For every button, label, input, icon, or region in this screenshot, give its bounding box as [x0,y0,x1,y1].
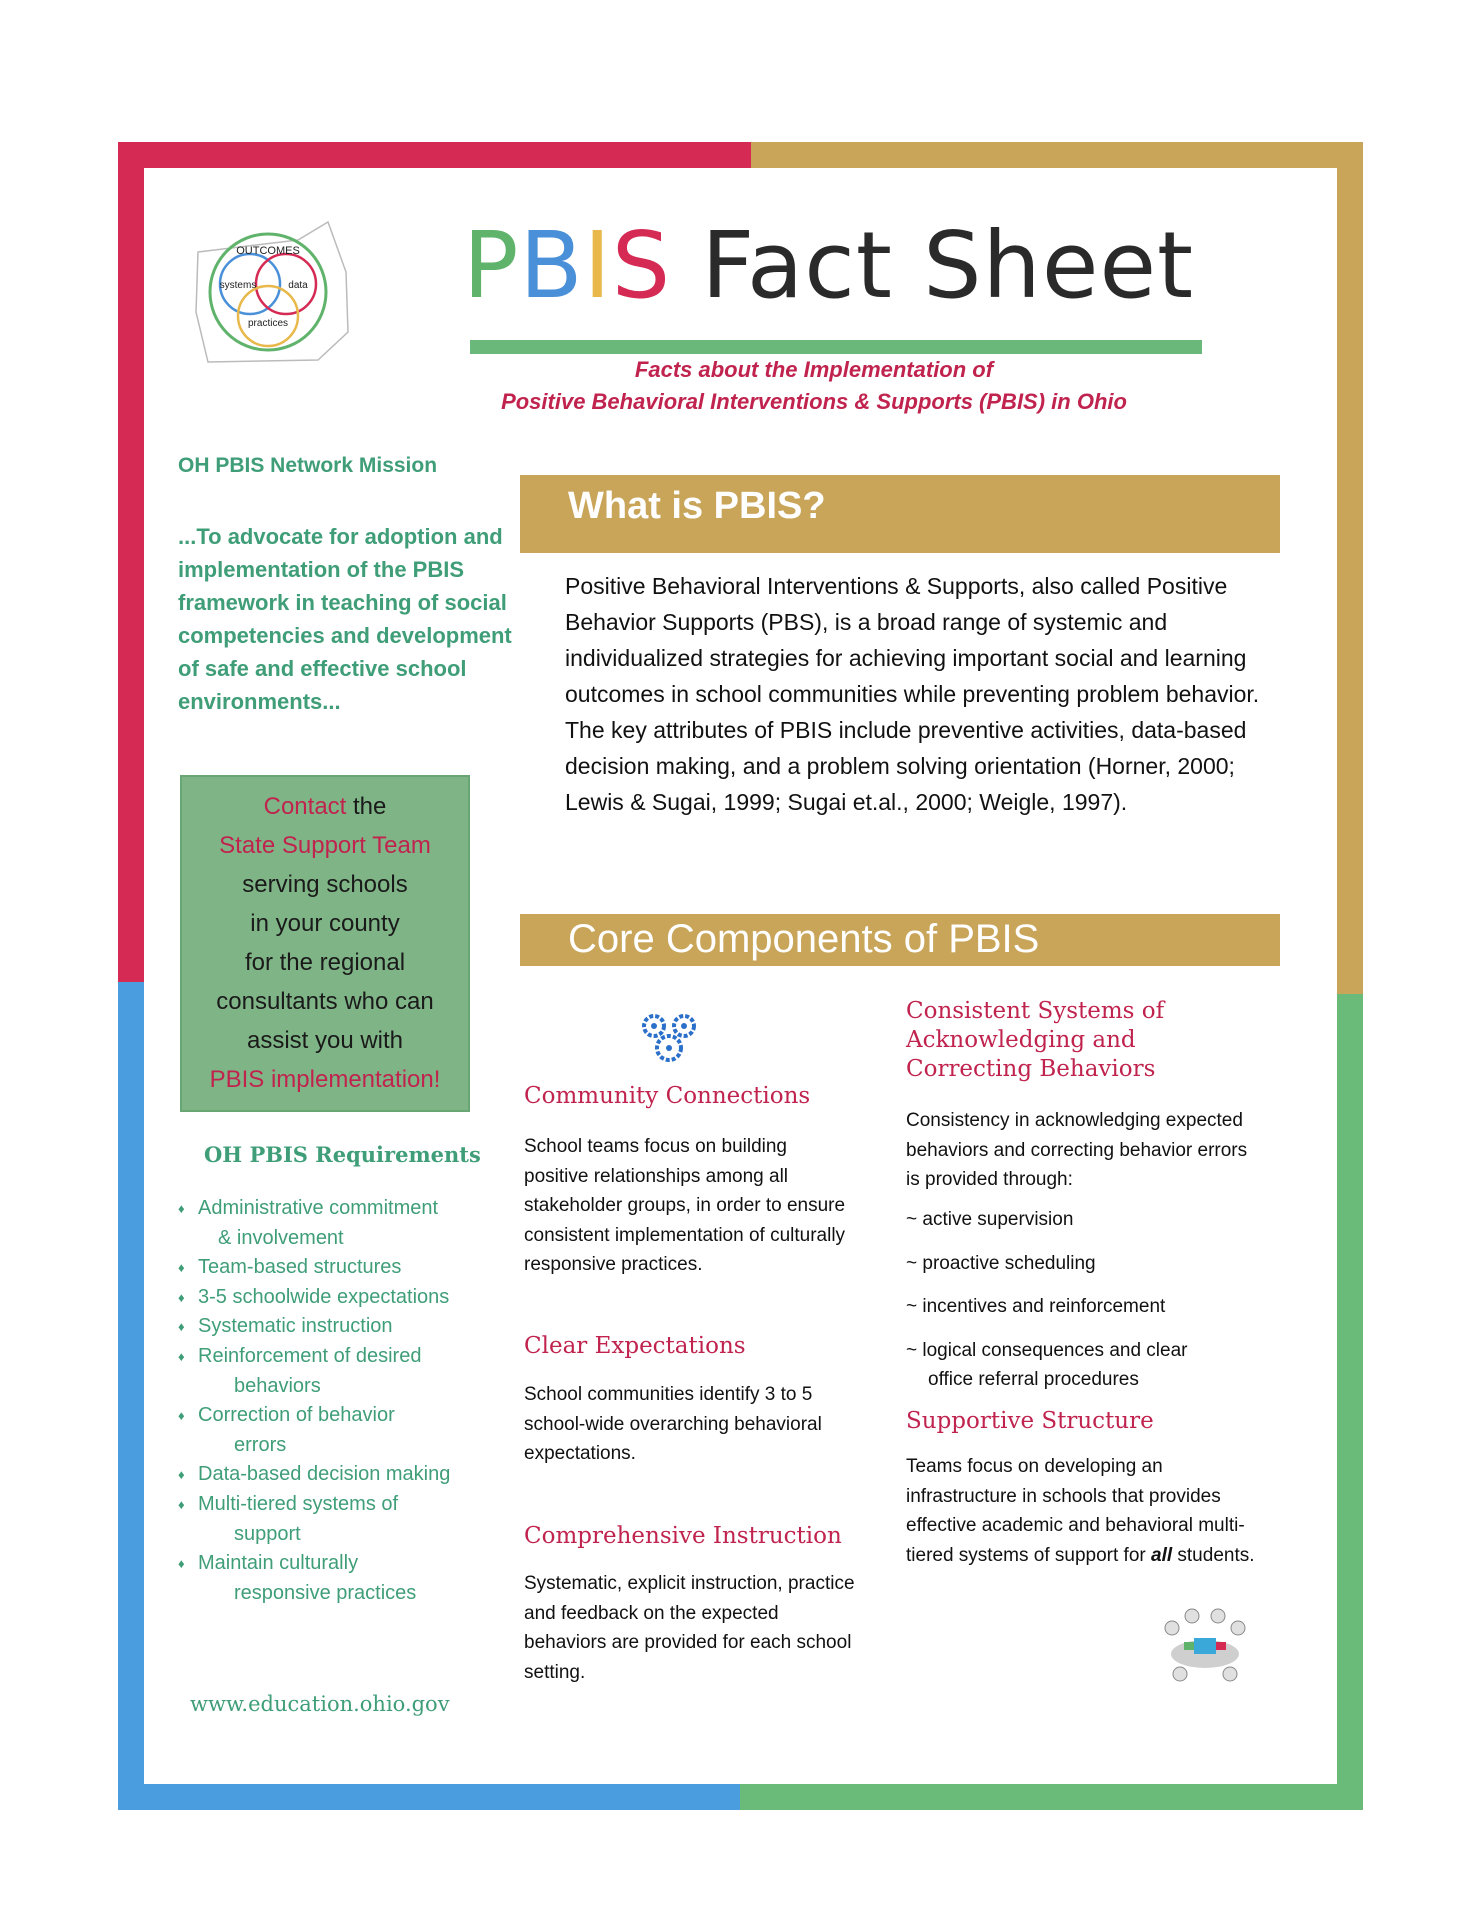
subtitle-line-1: Facts about the Implementation of [634,357,994,382]
req-text: Correction of behavior [198,1404,395,1427]
comprehensive-instruction-text: Systematic, explicit instruction, practice and feedback on the expected behaviors are provided for each school setting. [524,1573,855,1683]
req-text: Reinforcement of desired [198,1344,422,1367]
contact-line-5: for the regional [244,949,406,976]
title-letter-s: S [611,212,672,319]
item-text: ~ active supervision [906,1209,1074,1230]
supportive-text-b: students. [1172,1544,1255,1566]
list-item [906,1205,1266,1234]
list-item [178,1460,538,1490]
border-left-blue [118,982,144,1810]
contact-line-7: assist you with [246,1027,404,1054]
req-text-cont: errors [234,1433,287,1456]
supportive-structure-text [906,1452,1266,1570]
consistent-systems-heading: Consistent Systems of Acknowledging and Correcting Behaviors [906,998,1165,1082]
contact-box [180,775,470,1112]
gears-icon [638,1010,702,1064]
contact-line-3: serving schools [242,871,408,898]
contact-word: Contact [263,793,347,820]
requirements-heading: OH PBIS Requirements [204,1142,481,1167]
team-meeting-icon [1156,1602,1254,1688]
website-link[interactable]: www.education.ohio.gov [190,1692,450,1716]
title-letter-b: B [519,212,584,319]
item-text: ~ logical consequences and clear [906,1339,1188,1361]
contact-sst: State Support Team [219,832,431,859]
community-connections-heading: Community Connections [524,1083,811,1109]
list-item [178,1342,538,1401]
clear-expectations-text: School communities identify 3 to 5 school-wide overarching behavioral expectations. [524,1384,822,1464]
logo-label-systems: systems [219,280,257,291]
core-components-heading: Core Components of PBIS [520,914,1280,966]
clear-expectations-heading: Clear Expectations [524,1333,746,1359]
consistent-systems-text: Consistency in acknowledging expected behaviors and correcting behavior errors is provided through: [906,1110,1248,1190]
community-connections-text: School teams focus on building positive relationships among all stakeholder groups, in order to ensure consistent implementation of culturally responsive practices. [524,1136,846,1275]
what-is-pbis-heading: What is PBIS? [520,475,1280,553]
border-top-red [118,142,751,168]
mission-heading: OH PBIS Network Mission [178,454,438,477]
req-text: Systematic instruction [198,1315,393,1338]
border-right-gold [1337,142,1363,994]
contact-line-6: consultants who can [216,988,434,1015]
supportive-structure-heading: Supportive Structure [906,1408,1154,1434]
contact-line-4: in your county [250,910,400,937]
contact-the: the [346,793,387,820]
title-rest: Fact Sheet [671,212,1195,319]
list-item [906,1292,1266,1321]
list-item [178,1490,538,1549]
item-text: ~ incentives and reinforcement [906,1296,1166,1317]
requirements-list [178,1194,538,1608]
subtitle [368,354,1260,418]
logo-label-data: data [288,280,308,291]
list-item [906,1336,1266,1394]
border-top-gold [751,142,1363,168]
pbis-venn-logo [178,212,358,372]
border-left-red [118,142,144,982]
border-bottom-blue [118,1784,740,1810]
contact-pbis-implementation: PBIS implementation! [209,1066,441,1093]
item-text-cont: office referral procedures [928,1368,1139,1390]
page-title [463,212,1273,319]
list-item [178,1549,538,1608]
what-is-pbis-text: Positive Behavioral Interventions & Supports, also called Positive Behavior Supports (PBS), is a broad range of systemic and individualized strategies for achieving important social and learning outcomes in school communities while preventing problem behavior. The key attributes of PBIS include preventive activities, data-based decision making, and a problem solving orientation (Horner, 2000; Lewis & Sugai, 1999; Sugai et.al., 2000; Weigle, 1997). [565,573,1260,815]
req-text-cont: behaviors [234,1374,321,1397]
req-text: Maintain culturally [198,1552,359,1575]
req-text: Team-based structures [198,1256,402,1279]
supportive-text-a: Teams focus on developing an infrastructure in schools that provides effective academic and behavioral multi-tiered systems of support for [906,1456,1245,1566]
supportive-text-emphasis: all [1151,1544,1173,1566]
logo-label-practices: practices [247,318,289,329]
title-letter-p: P [463,212,520,319]
req-text: Data-based decision making [198,1463,451,1486]
req-text-cont: & involvement [218,1226,344,1249]
mission-text: ...To advocate for adoption and implementation of the PBIS framework in teaching of social competencies and development of safe and effective school environments... [178,524,512,714]
req-text-cont: support [234,1522,301,1545]
list-item [178,1401,538,1460]
logo-label-outcomes: OUTCOMES [236,245,300,257]
subtitle-line-2: Positive Behavioral Interventions & Supports (PBIS) in Ohio [501,389,1127,414]
title-letter-i: I [583,212,612,319]
list-item [178,1312,538,1342]
border-right-green [1337,994,1363,1810]
comprehensive-instruction-heading: Comprehensive Instruction [524,1523,842,1549]
border-bottom-green [740,1784,1363,1810]
list-item [178,1194,538,1253]
req-text: 3-5 schoolwide expectations [198,1285,450,1308]
req-text: Multi-tiered systems of [198,1492,399,1515]
req-text: Administrative commitment [198,1197,439,1219]
list-item [178,1253,538,1283]
req-text-cont: responsive practices [234,1581,417,1604]
title-underline [470,340,1202,354]
fact-sheet [118,142,1363,1810]
list-item [906,1249,1266,1278]
list-item [178,1283,538,1313]
item-text: ~ proactive scheduling [906,1252,1096,1274]
consistent-systems-list [906,1205,1266,1408]
